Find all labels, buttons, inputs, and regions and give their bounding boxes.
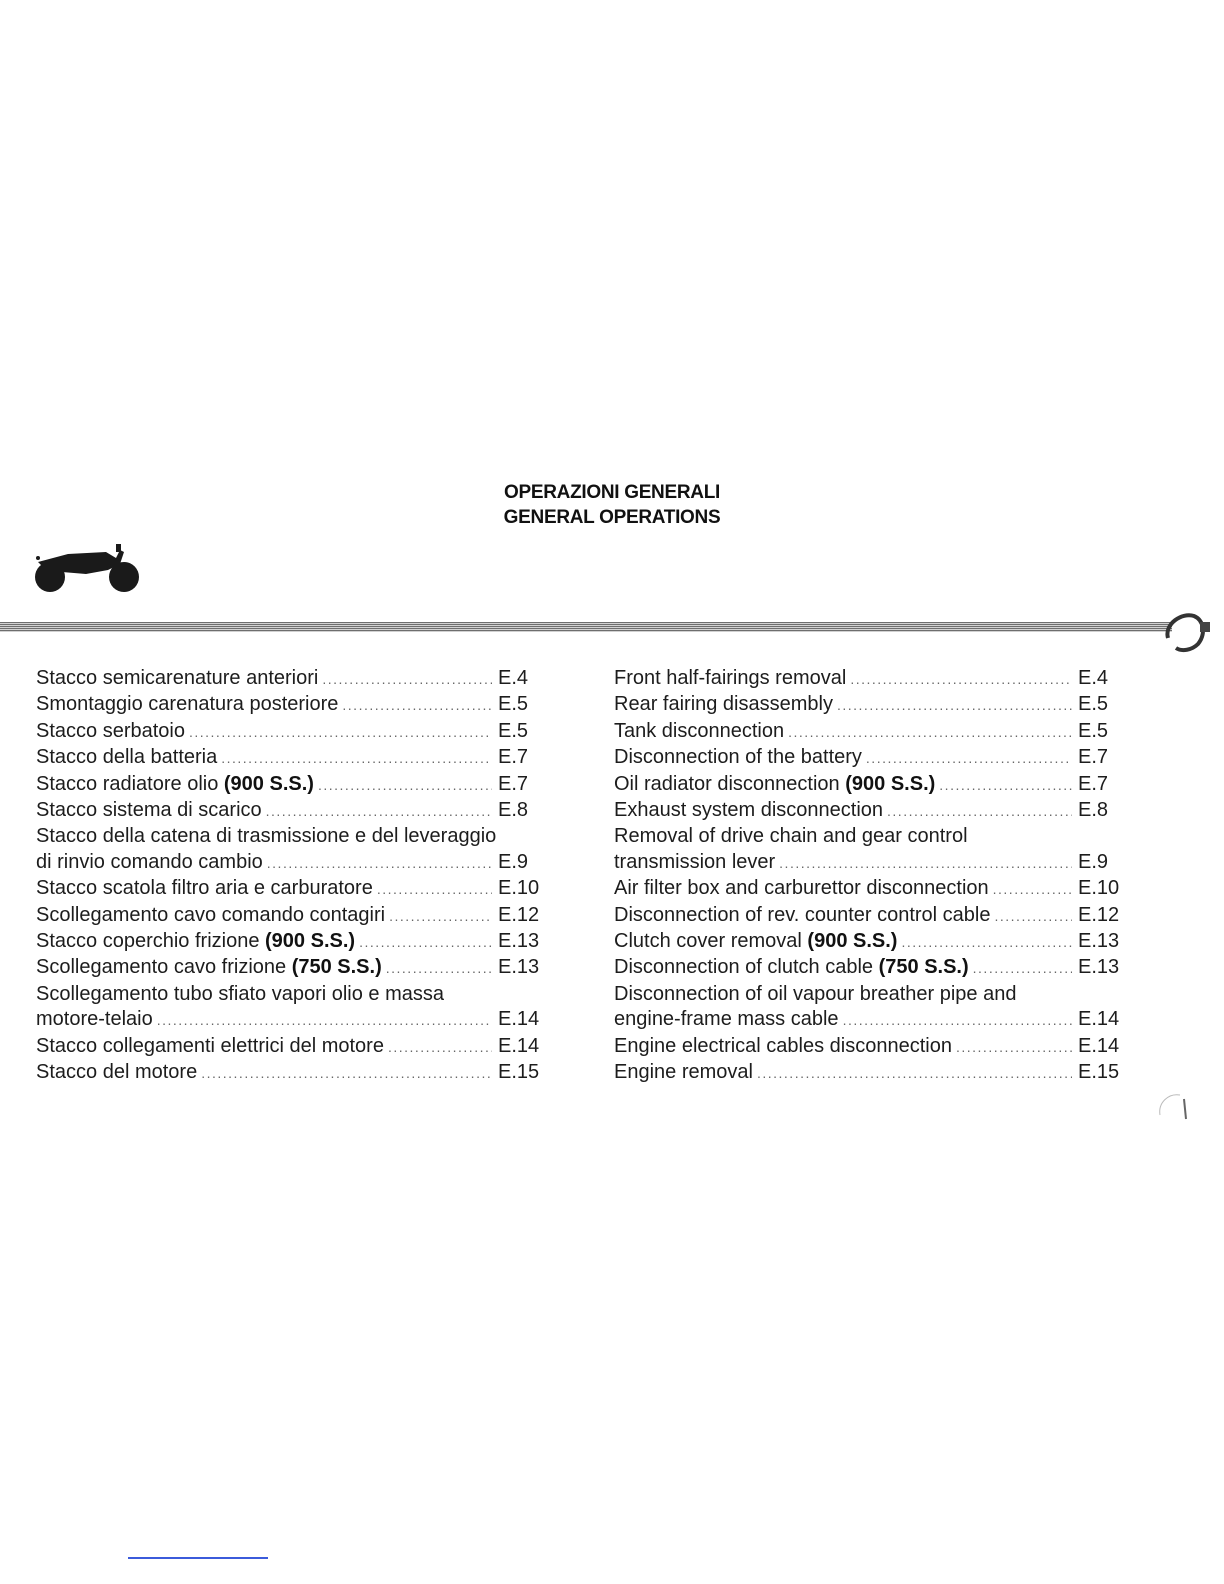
corner-arc-icon	[1150, 1085, 1190, 1125]
toc-entry[interactable]: Stacco del motore ..... E.15	[36, 1060, 554, 1086]
toc-entry[interactable]: Stacco della batteria ..... E.7	[36, 745, 554, 771]
motorcycle-icon	[28, 540, 148, 595]
footer-link-underline	[128, 1557, 268, 1559]
toc-entry[interactable]: Engine removal ..... E.15	[614, 1060, 1134, 1086]
toc-entry[interactable]: Removal of drive chain and gear control transmission lever ..... E.9	[614, 824, 1134, 876]
toc-entry[interactable]: Stacco sistema di scarico ..... E.8	[36, 798, 554, 824]
toc-entry[interactable]: Stacco radiatore olio (900 S.S.) ..... E.7	[36, 772, 554, 798]
toc-entry[interactable]: Stacco serbatoio ..... E.5	[36, 719, 554, 745]
toc-entry[interactable]: Disconnection of the battery ..... E.7	[614, 745, 1134, 771]
toc-entry[interactable]: Scollegamento tubo sfiato vapori olio e massa motore-telaio ..... E.14	[36, 982, 554, 1034]
title-english: GENERAL OPERATIONS	[503, 507, 721, 528]
toc-entry[interactable]: Disconnection of rev. counter control cable ..... E.12	[614, 903, 1134, 929]
toc-entry[interactable]: Scollegamento cavo frizione (750 S.S.) ..... E.13	[36, 955, 554, 981]
toc-entry[interactable]: Tank disconnection ..... E.5	[614, 719, 1134, 745]
title-italian: OPERAZIONI GENERALI	[504, 482, 720, 503]
toc-entry[interactable]: Oil radiator disconnection (900 S.S.) ..... E.7	[614, 772, 1134, 798]
toc-entry[interactable]: Stacco collegamenti elettrici del motore ..... E.14	[36, 1034, 554, 1060]
toc-entry[interactable]: Exhaust system disconnection ..... E.8	[614, 798, 1134, 824]
page-header	[0, 480, 1224, 530]
toc-entry[interactable]: Clutch cover removal (900 S.S.) ..... E.13	[614, 929, 1134, 955]
toc-entry[interactable]: Disconnection of clutch cable (750 S.S.) ..... E.13	[614, 955, 1134, 981]
toc-entry[interactable]: Smontaggio carenatura posteriore ..... E.5	[36, 692, 554, 718]
toc-entry[interactable]: Stacco semicarenature anteriori ..... E.4	[36, 666, 554, 692]
section-divider	[0, 622, 1172, 632]
toc-entry[interactable]: Stacco della catena di trasmissione e del leveraggio di rinvio comando cambio ..... E.9	[36, 824, 554, 876]
toc-entry[interactable]: Stacco coperchio frizione (900 S.S.) ..... E.13	[36, 929, 554, 955]
toc-entry[interactable]: Front half-fairings removal ..... E.4	[614, 666, 1134, 692]
circle-mark-icon	[1160, 608, 1210, 654]
toc-entry[interactable]: Scollegamento cavo comando contagiri ..... E.12	[36, 903, 554, 929]
toc-entry[interactable]: Engine electrical cables disconnection ..... E.14	[614, 1034, 1134, 1060]
toc-entry[interactable]: Rear fairing disassembly ..... E.5	[614, 692, 1134, 718]
toc-entry[interactable]: Stacco scatola filtro aria e carburatore ..... E.10	[36, 876, 554, 902]
toc-entry[interactable]: Air filter box and carburettor disconnection ..... E.10	[614, 876, 1134, 902]
toc-entry[interactable]: Disconnection of oil vapour breather pipe and engine-frame mass cable ..... E.14	[614, 982, 1134, 1034]
toc-italian	[36, 666, 554, 1087]
toc-english	[614, 666, 1134, 1087]
